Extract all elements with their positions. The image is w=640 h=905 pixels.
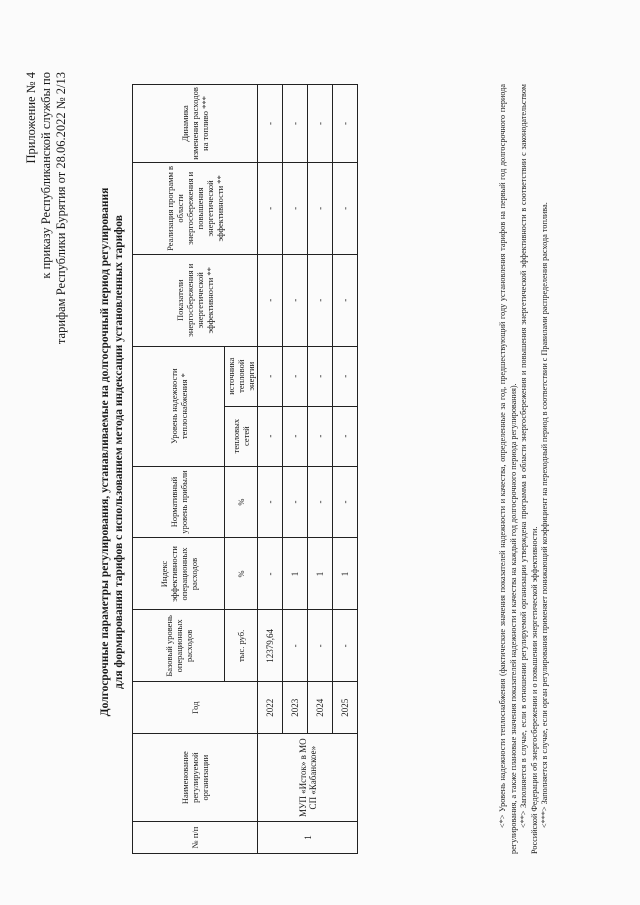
header-number: № п/п xyxy=(133,822,258,854)
header-efficiency-index: Индекс эффективности операционных расходов xyxy=(133,538,225,610)
cell-program: - xyxy=(308,162,333,254)
header-organization: Наименование регулируемой организации xyxy=(133,734,258,822)
header-base-level: Базовый уровень операционных расходов xyxy=(133,610,225,682)
cell-program: - xyxy=(258,162,283,254)
title-line-2: для формирования тарифов с использованием метода индексации установленных тарифов xyxy=(113,215,125,689)
footnote-3: <***> Заполняется в случае, если орган регулирования применяет понижающий коэффициент на переходный период в соответствии с Правилами распределения расхода топлива. xyxy=(540,202,549,828)
unit-index: % xyxy=(225,538,258,610)
subheader-networks: тепловых сетей xyxy=(225,406,258,466)
cell-index: 1 xyxy=(333,538,358,610)
cell-networks: - xyxy=(308,406,333,466)
cell-program: - xyxy=(283,162,308,254)
table-row xyxy=(258,85,283,854)
header-program: Реализация программ в области энергосбережения и повышения энергетической эффективности ** xyxy=(133,162,258,254)
cell-year: 2023 xyxy=(283,682,308,734)
cell-index: 1 xyxy=(308,538,333,610)
subheader-source: источника тепловой энергии xyxy=(225,346,258,406)
cell-dynamics: - xyxy=(283,85,308,163)
title-line-1: Долгосрочные параметры регулирования, устанавливаемые на долгосрочный период регулирования xyxy=(99,187,111,717)
cell-year: 2022 xyxy=(258,682,283,734)
cell-source: - xyxy=(308,346,333,406)
unit-base: тыс. руб. xyxy=(225,610,258,682)
appendix-date: тарифам Республики Бурятия от 28.06.2022 № 2/13 xyxy=(54,72,68,345)
cell-year: 2025 xyxy=(333,682,358,734)
cell-base: 12379,64 xyxy=(258,610,283,682)
cell-norm: - xyxy=(258,466,283,538)
cell-dynamics: - xyxy=(308,85,333,163)
cell-index: 1 xyxy=(283,538,308,610)
cell-networks: - xyxy=(258,406,283,466)
cell-source: - xyxy=(283,346,308,406)
header-fuel-dynamics: Динамика изменения расходов на топливо *** xyxy=(133,85,258,163)
appendix-order: к приказу Республиканской службы по xyxy=(39,72,53,279)
cell-dynamics: - xyxy=(258,85,283,163)
cell-saving: - xyxy=(308,254,333,346)
cell-index: - xyxy=(258,538,283,610)
header-year: Год xyxy=(133,682,258,734)
rotated-sheet xyxy=(20,42,620,862)
footnote-1: <*> Уровень надежности теплоснабжения (фактические значения показателей надежности и качества, определенные за год, предшествующий году установления тарифов на первый год долгосрочного периода регулирования, а также плановые значения показателей надежности и качества на каждый год долгосрочного периода регулирования). xyxy=(498,84,518,854)
header-reliability: Уровень надежности теплоснабжения * xyxy=(133,346,225,466)
cell-source: - xyxy=(333,346,358,406)
cell-norm: - xyxy=(308,466,333,538)
cell-year: 2024 xyxy=(308,682,333,734)
organization-name: МУП «Исток» в МО СП «Кабанское» xyxy=(258,734,358,822)
cell-base: - xyxy=(283,610,308,682)
footnote-2: <**> Заполняется в случае, если в отношении регулируемой организации утверждена программа в области энергосбережения и повышения энергетической эффективности в соответствии с законодательством Российской Федерации об энергосбережении и о повышении энергетической эффективности. xyxy=(519,84,539,854)
unit-norm: % xyxy=(225,466,258,538)
document-title xyxy=(98,92,126,812)
cell-saving: - xyxy=(283,254,308,346)
header-normative-profit: Нормативный уровень прибыли xyxy=(133,466,225,538)
cell-saving: - xyxy=(258,254,283,346)
footnotes xyxy=(498,84,551,854)
cell-networks: - xyxy=(333,406,358,466)
cell-base: - xyxy=(308,610,333,682)
cell-dynamics: - xyxy=(333,85,358,163)
cell-networks: - xyxy=(283,406,308,466)
cell-base: - xyxy=(333,610,358,682)
row-number: 1 xyxy=(258,822,358,854)
cell-norm: - xyxy=(283,466,308,538)
cell-norm: - xyxy=(333,466,358,538)
cell-source: - xyxy=(258,346,283,406)
parameters-table xyxy=(132,84,358,854)
cell-program: - xyxy=(333,162,358,254)
appendix-number: Приложение № 4 xyxy=(24,72,38,164)
cell-saving: - xyxy=(333,254,358,346)
appendix-header xyxy=(24,72,69,402)
header-energy-saving: Показатели энергосбережения и энергетической эффективности ** xyxy=(133,254,258,346)
